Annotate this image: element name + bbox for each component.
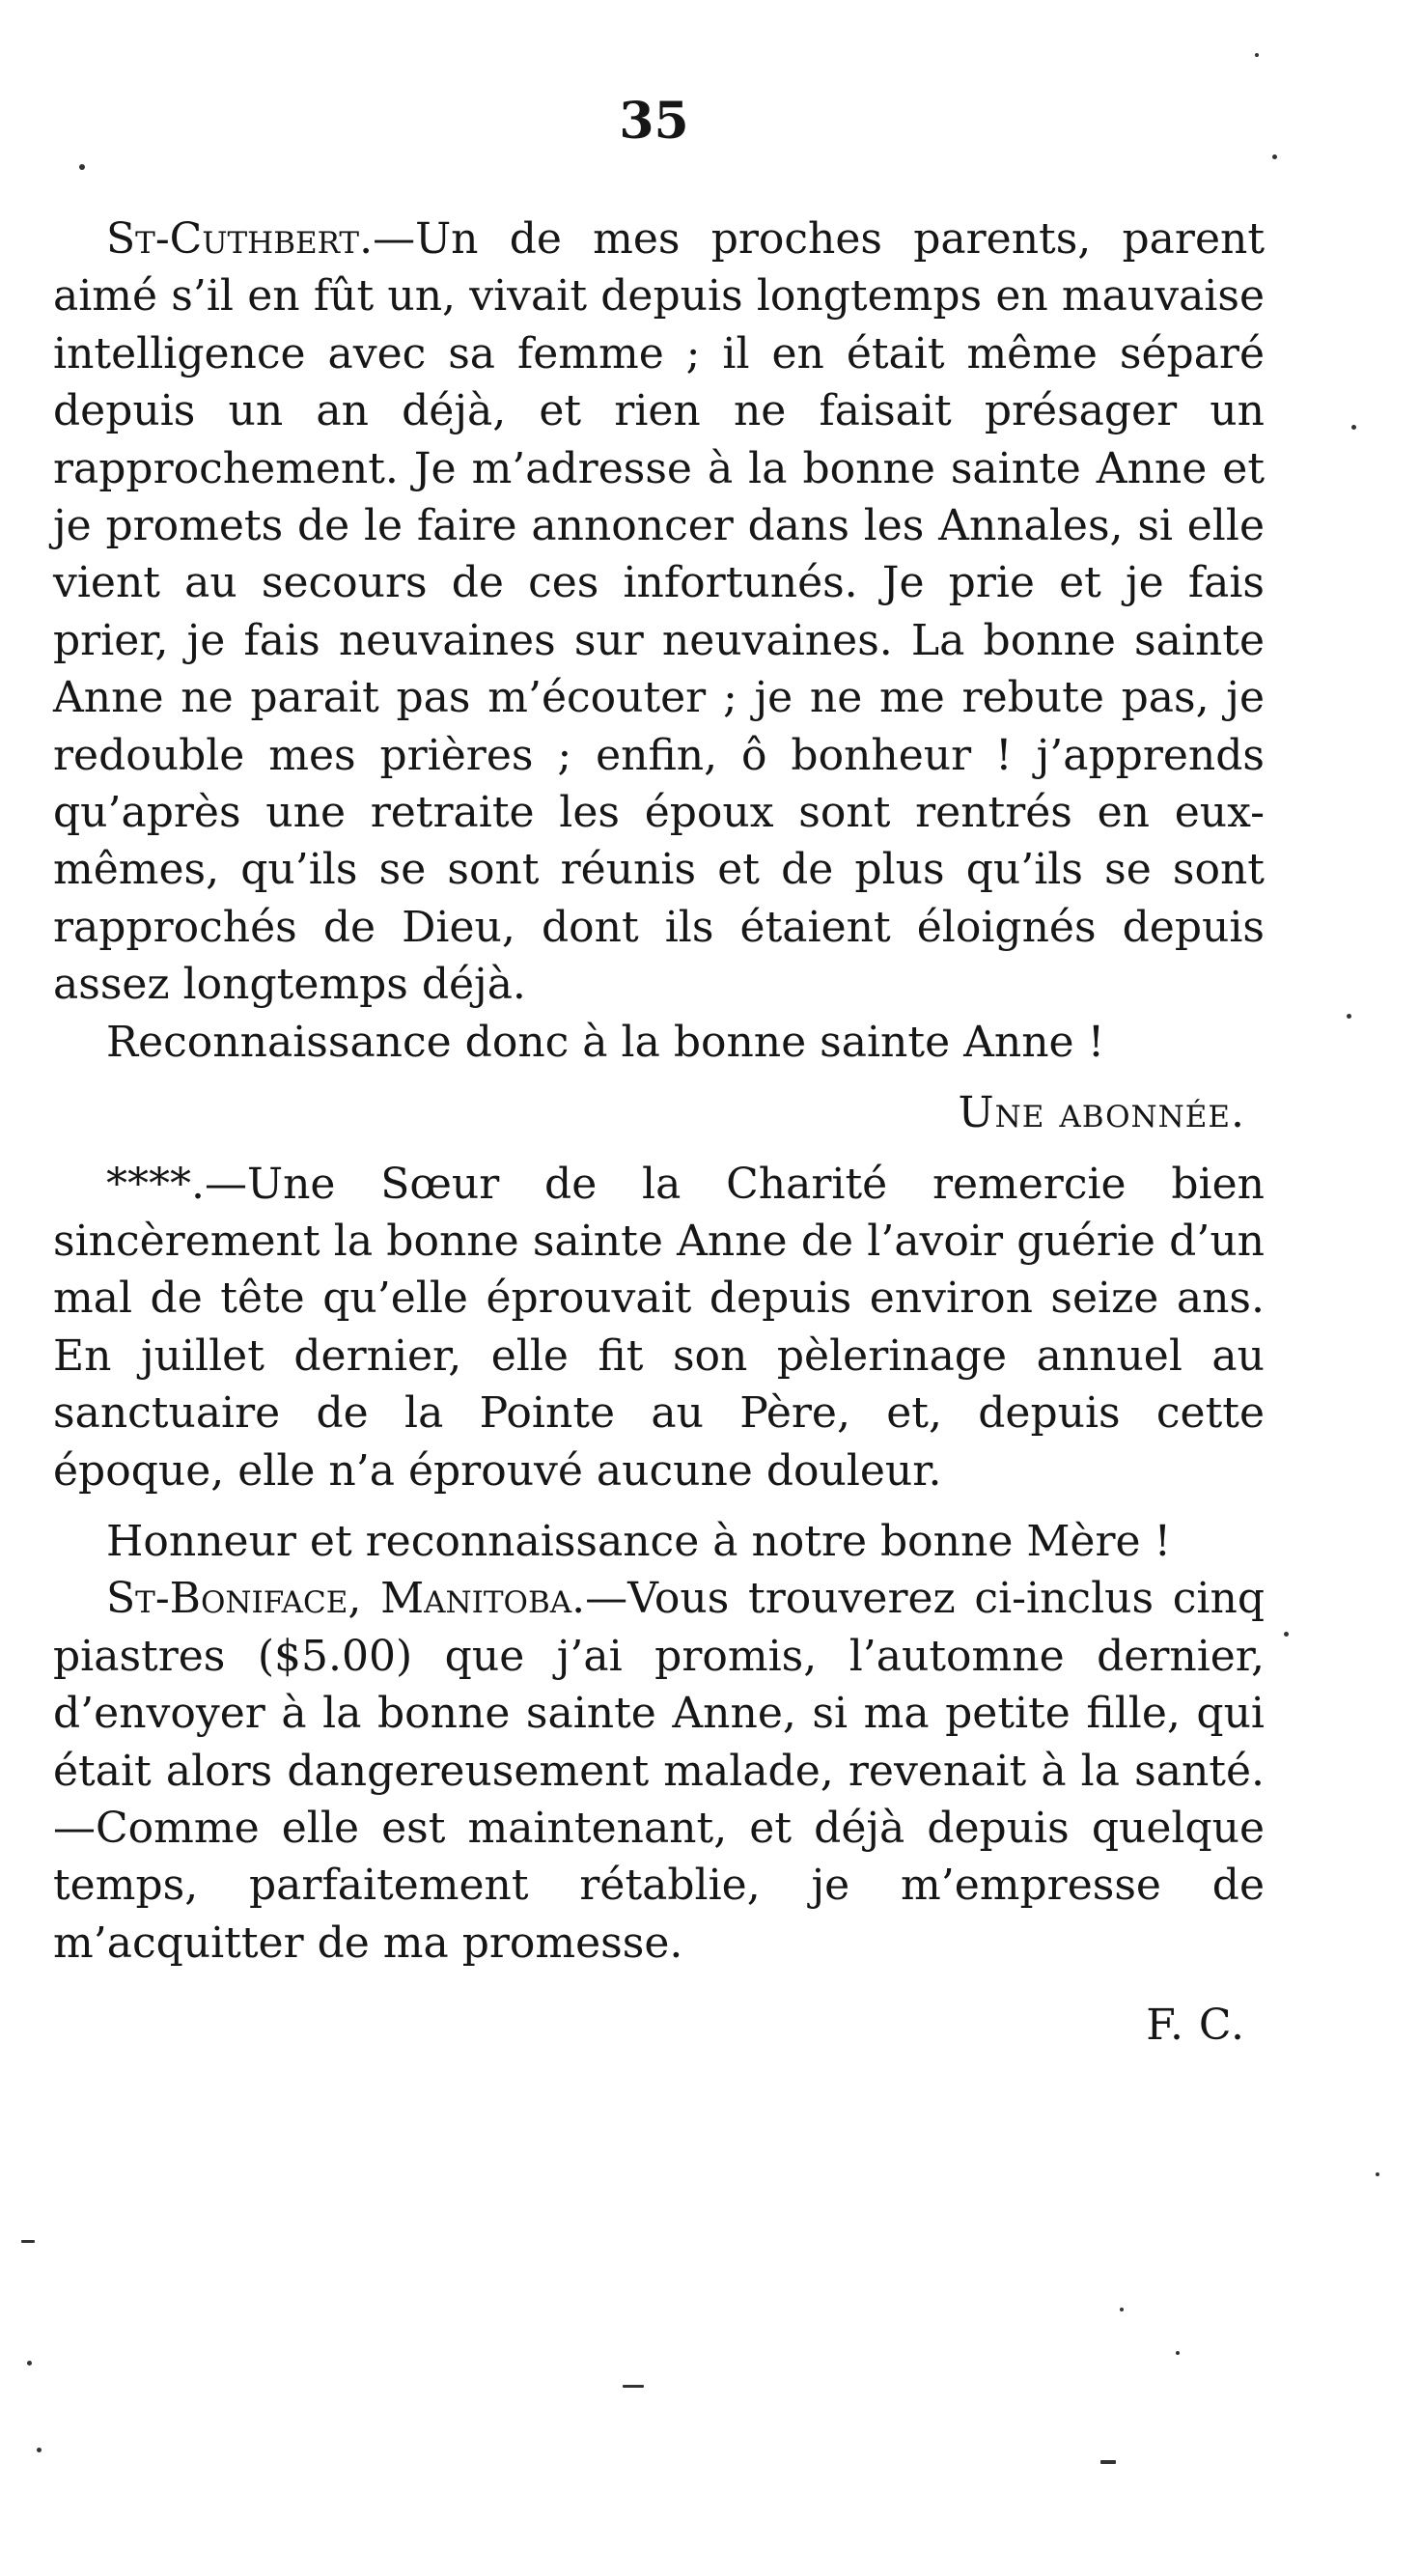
entry-body: —Un de mes proches parents, parent aimé s’il en fût un, vivait depuis longtemps en mauvaise intelligence avec sa femme ; il en était même séparé depuis un an déjà, et rien ne faisait présager un rapprochement. Je m’adresse à la bonne sainte Anne et je promets de le faire annoncer dans les Annales, si elle vient au secours de ces infortunés. Je prie et je fais prier, je fais neuvaines sur neuvaines. La bonne sainte Anne ne parait pas m’écouter ; je ne me rebute pas, je redouble mes prières ; enfin, ô bonheur ! j’apprends qu’après une retraite les époux sont rentrés en eux-mêmes, qu’ils se sont réunis et de plus qu’ils se sont rapprochés de Dieu, dont ils étaient éloignés depuis assez longtemps déjà. [53, 214, 1265, 1010]
entry-closing: Honneur et reconnaissance à notre bonne Mère ! [106, 1516, 1172, 1566]
entry-heading: ****. [106, 1159, 205, 1209]
entry-st-cuthbert [53, 210, 1265, 1014]
page-number: 35 [619, 92, 689, 151]
entry-body: —Une Sœur de la Charité remercie bien sincèrement la bonne sainte Anne de l’avoir guérie d’un mal de tête qu’elle éprouvait depuis environ seize ans. En juillet dernier, elle fit son pèlerinage annuel au sanctuaire de la Pointe au Père, et, depuis cette époque, elle n’a éprouvé aucune douleur. [53, 1159, 1265, 1496]
entry-st-boniface [53, 1570, 1265, 1972]
entry-heading: St-Cuthbert. [106, 214, 374, 264]
entry-signature: Une abonnée. [958, 1088, 1245, 1138]
entry-heading: St-Boniface, Manitoba. [106, 1574, 586, 1624]
entry-signature: F. C. [1146, 2001, 1245, 2051]
entry-soeur-charite [53, 1156, 1265, 1499]
entry-closing: Reconnaissance donc à la bonne sainte Anne ! [106, 1017, 1105, 1067]
text-column [53, 210, 1265, 2055]
entry-body: —Vous trouverez ci-inclus cinq piastres ($5.00) que j’ai promis, l’automne dernier, d’envoyer à la bonne sainte Anne, si ma petite fille, qui était alors dangereusement malade, revenait à la santé.—Comme elle est maintenant, et déjà depuis quelque temps, parfaitement rétablie, je m’empresse de m’acquitter de ma promesse. [53, 1574, 1266, 1968]
